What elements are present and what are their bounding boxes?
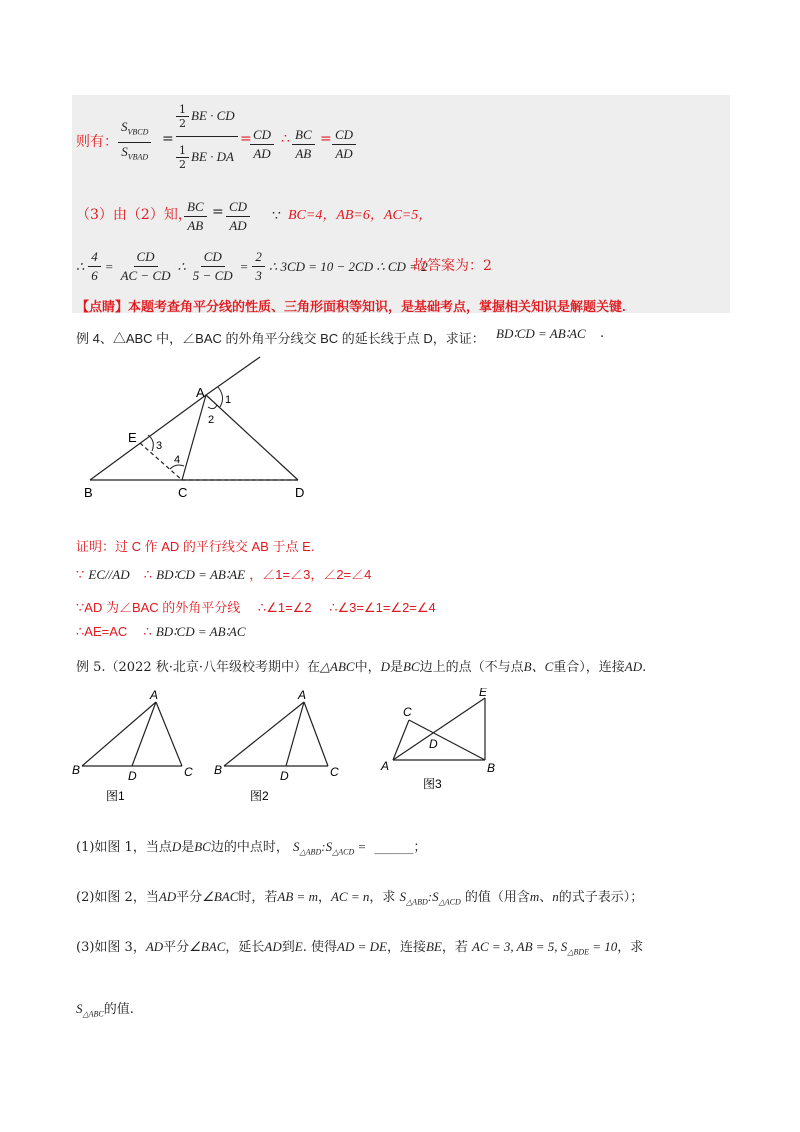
example5-q2: (2)如图 2，当AD平分∠BAC时，若AB = m，AC = n，求 $S_{\triangle ABD}:S_{\triangle ACD}$ 的值（用含m、n的式子表示）； xyxy=(76,889,644,907)
fig3-label-b: B xyxy=(487,761,496,775)
answer-line1-bc-ab: $\frac{BC}{AB}$ xyxy=(292,126,315,163)
label-e: E xyxy=(128,430,137,445)
angle-2-arc xyxy=(208,405,217,409)
example5-figure1 xyxy=(70,688,210,803)
example4-proof-line3: ∵AD 为∠BAC 的外角平分线 ∴∠1=∠2 ∴∠3=∠1=∠2=∠4 xyxy=(76,600,436,615)
example5-statement: 例 5.（2022 秋·北京·八年级校考期中）在△ABC中，D是BC边上的点（不与点B、C重合），连接AD. xyxy=(76,659,647,675)
fig2-label-a: A xyxy=(298,688,307,702)
example4-figure xyxy=(70,355,370,500)
fig1-label-c: C xyxy=(184,765,193,779)
answer-line2-prefix: （3）由（2）知， xyxy=(76,207,192,223)
angle-1-arc xyxy=(218,387,223,407)
example4-claim: BD∶CD = AB∶AC xyxy=(496,326,586,341)
fig2-label-b: B xyxy=(214,763,223,777)
fig2-label-c: C xyxy=(330,765,339,779)
fig3-caption: 图3 xyxy=(423,777,442,791)
fig2-label-d: D xyxy=(280,769,289,783)
label-angle-2: 2 xyxy=(208,414,215,426)
label-c: C xyxy=(178,485,188,500)
line-ba xyxy=(90,395,206,480)
fig3-label-d: D xyxy=(429,737,438,751)
example5-q3: (3)如图 3，AD平分∠BAC，延长AD到E. 使得AD = DE，连接BE，若 AC = 3, AB = 5, $S_{\triangle BDE} = 10$，求 xyxy=(76,939,644,957)
example5-figure2 xyxy=(210,688,350,803)
label-angle-1: 1 xyxy=(225,394,232,406)
fig3-label-a: A xyxy=(381,759,390,773)
example4-proof-intro: 证明：过 C 作 AD 的平行线交 AB 于点 E. xyxy=(76,539,315,554)
answer-line1-eq: = xyxy=(162,131,174,147)
answer-line1-compound-fraction: $\frac{1}{2}$ BE · CD $\frac{1}{2}$ BE · DA xyxy=(176,96,238,177)
answer-line3-answer: 故答案为：2 xyxy=(413,258,492,274)
label-angle-4: 4 xyxy=(174,454,181,466)
example5-q1: (1)如图 1，当点D是BC边的中点时， $S_{\triangle ABD}:S_{\triangle ACD}$ = ______； xyxy=(76,839,427,857)
fig3-label-e: E xyxy=(479,688,488,699)
example4-claim-end: . xyxy=(600,326,605,341)
answer-line2-cd-ad: $\frac{CD}{AD}$ xyxy=(226,198,250,235)
example5-figure3 xyxy=(375,688,510,798)
answer-line2-bc-ab: $\frac{BC}{AB}$ xyxy=(184,198,207,235)
example4-proof-line4: ∴AE=AC ∴ BD∶CD = AB∶AC xyxy=(76,624,246,640)
label-angle-3: 3 xyxy=(156,440,163,452)
line-ad xyxy=(206,395,298,480)
example4-statement: 例 4、△ABC 中，∠BAC 的外角平分线交 BC 的延长线于点 D，求证： xyxy=(76,331,485,346)
answer-line2-because: ∵ xyxy=(272,208,281,224)
example5-q3-tail: $S_{\triangle ABC}$的值. xyxy=(76,1001,134,1019)
answer-comment: 【点睛】本题考查角平分线的性质、三角形面积等知识，是基础考点，掌握相关知识是解题关键. xyxy=(76,299,626,314)
fig3-label-c: C xyxy=(403,705,412,719)
fig1-label-b: B xyxy=(72,763,81,777)
label-a: A xyxy=(196,385,205,400)
answer-line1-cd-ad-2: $\frac{CD}{AD}$ xyxy=(332,126,356,163)
line-ba-extension xyxy=(206,357,260,395)
answer-line1-cd-ad: $\frac{CD}{AD}$ xyxy=(250,126,274,163)
answer-line3-math: ∴ $\frac{4}{6}$ = $\frac{CD}{AC - CD}$ ∴ $\frac{CD}{5 - CD}$ = $\frac{2}{3}$ ∴ 3CD = 10 − 2CD ∴ CD = 2 xyxy=(76,249,428,283)
answer-line1-therefore: ∴ xyxy=(281,131,290,147)
fig1-label-a: A xyxy=(150,688,159,702)
fig1-label-d: D xyxy=(128,769,137,783)
line-ac xyxy=(182,395,206,480)
answer-line2-values: BC=4，AB=6，AC=5， xyxy=(288,208,433,223)
fig2-caption: 图2 xyxy=(250,789,269,803)
answer-line1-eq3: = xyxy=(320,131,332,147)
answer-line1-prefix: 则有： xyxy=(76,134,118,150)
answer-line1-lhs: $\frac{S_{VBCD}}{S_{VBAD}}$ xyxy=(118,118,151,166)
label-b: B xyxy=(84,485,93,500)
fig1-caption: 图1 xyxy=(106,789,125,803)
answer-line1-eq2: = xyxy=(240,131,252,147)
example4-proof-line2: ∵ EC//AD ∴ BD∶CD = AB∶AE ，∠1=∠3，∠2=∠4 xyxy=(76,567,372,583)
label-d: D xyxy=(295,485,305,500)
answer-line2-eq: = xyxy=(212,204,224,220)
